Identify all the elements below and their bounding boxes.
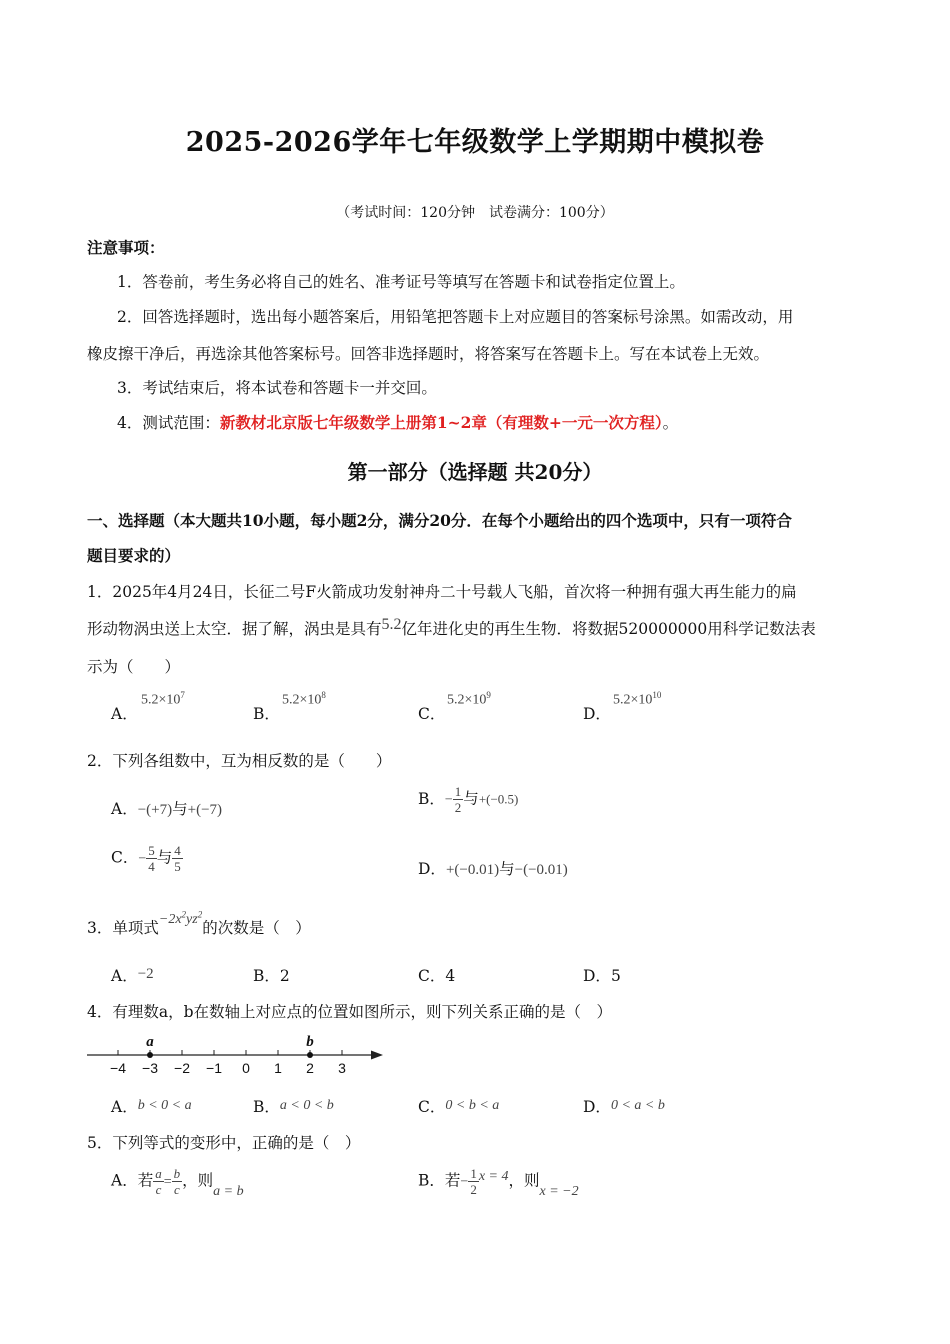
q1-stem-line1: 1．2025年4月24日，长征二号F火箭成功发射神舟二十号载人飞船，首次将一种拥有强大再生能力的扁 — [87, 583, 797, 601]
q1-option-b-label[interactable]: B． — [253, 705, 280, 723]
q2-stem: 2．下列各组数中，互为相反数的是（ ） — [87, 752, 392, 770]
q1-option-c-value[interactable]: $5.2\times 10^9$ — [447, 690, 491, 708]
q5-a-fraction-2: $\frac{b}{c}$ — [173, 1166, 181, 1197]
q1-stem-line3: 示为（ ） — [87, 658, 181, 676]
axis-tick-label: 3 — [338, 1060, 346, 1076]
q4-option-a[interactable]: A．b < 0 < a — [111, 1098, 192, 1116]
q1-option-a-value[interactable]: $5.2\times 10^7$ — [141, 690, 185, 708]
exam-info: （考试时间：120分钟 试卷满分：100分） — [336, 205, 614, 221]
q4-option-d[interactable]: D．0 < a < b — [583, 1098, 665, 1116]
q1-option-d-value[interactable]: $5.2\times 10^{10}$ — [613, 690, 662, 708]
q1-text-b: 亿年进化史的再生生物．将数据520000000用科学记数法表 — [401, 620, 816, 638]
q5-option-a[interactable]: A．若 $\frac{a}{c}$ = $\frac{b}{c}$ ，则a = b — [111, 1166, 244, 1199]
axis-tick-label: 0 — [242, 1060, 250, 1076]
scope-range: 新教材北京版七年级数学上册第1~2章（有理数+一元一次方程） — [219, 413, 663, 432]
part-title: 第一部分（选择题 共20分） — [347, 460, 603, 484]
page-title: 2025-2026学年七年级数学上学期期中模拟卷 — [185, 127, 765, 158]
axis-tick-label: −2 — [174, 1060, 190, 1076]
q5-option-b[interactable]: B．若− $\frac{1}{2}$ x = 4，则x = −2 — [418, 1166, 579, 1199]
axis-tick-label: 2 — [306, 1060, 314, 1076]
arrow-right-icon — [371, 1051, 383, 1060]
axis-tick-label: −3 — [142, 1060, 158, 1076]
q2-option-a[interactable]: A．−(+7)与+(−7) — [111, 800, 223, 818]
point-a-dot — [147, 1052, 153, 1058]
q1-option-d-label[interactable]: D． — [583, 705, 611, 723]
q5-a-fraction-1: $\frac{a}{c}$ — [155, 1166, 162, 1197]
point-b-dot — [307, 1052, 313, 1058]
q1-stem-line2 — [87, 617, 816, 639]
q5-stem: 5．下列等式的变形中，正确的是（ ） — [87, 1134, 361, 1152]
scope-suffix: 。 — [662, 414, 679, 432]
note-item-2: 2．回答选择题时，选出每小题答案后，用铅笔把答题卡上对应题目的答案标号涂黑。如需改动，用 — [117, 308, 794, 326]
note-item-1: 1．答卷前，考生务必将自己的姓名、准考证号等填写在答题卡和试卷指定位置上。 — [117, 273, 685, 291]
q4-stem: 4．有理数a，b在数轴上对应点的位置如图所示，则下列关系正确的是（ ） — [87, 1003, 613, 1021]
point-b-label: b — [306, 1034, 314, 1050]
q3-option-c[interactable]: C．4 — [418, 967, 456, 985]
q4-option-c[interactable]: C．0 < b < a — [418, 1098, 500, 1116]
notes-heading: 注意事项： — [87, 238, 165, 257]
q1-math-5-2: 5.2 — [381, 616, 402, 633]
q2-option-b[interactable]: B．− $\frac{1}{2}$ 与+(−0.5) — [418, 784, 519, 815]
q2-option-d[interactable]: D．+(−0.01)与−(−0.01) — [418, 860, 568, 878]
q3-monomial: $-2x^2yz^2$ — [158, 909, 203, 927]
q2-option-c[interactable]: C．− $\frac{5}{4}$ 与 $\frac{4}{5}$ — [111, 843, 181, 874]
q3-stem: 3．单项式$-2x^2yz^2$的次数是（ ） — [87, 909, 311, 937]
q3-option-a[interactable]: A．−2 — [111, 966, 154, 985]
q1-text-a: 形动物涡虫送上太空．据了解，涡虫是具有 — [87, 620, 382, 638]
axis-tick-label: −1 — [206, 1060, 222, 1076]
q4-option-b[interactable]: B．a < 0 < b — [253, 1098, 334, 1116]
q1-option-a-label[interactable]: A． — [111, 705, 138, 723]
q3-option-d[interactable]: D．5 — [583, 967, 621, 985]
section-heading: 一、选择题（本大题共10小题，每小题2分，满分20分．在每个小题给出的四个选项中，只有一项符合 — [87, 511, 792, 530]
scope-prefix: 4．测试范围： — [117, 414, 220, 432]
q2-c-fraction-2: $\frac{4}{5}$ — [174, 843, 181, 874]
q5-b-fraction: $\frac{1}{2}$ — [470, 1166, 477, 1197]
point-a-label: a — [146, 1034, 154, 1050]
q1-option-c-label[interactable]: C． — [418, 705, 446, 723]
number-line-figure — [85, 1028, 390, 1080]
note-item-4 — [117, 411, 678, 433]
note-item-2-cont: 橡皮擦干净后，再选涂其他答案标号。回答非选择题时，将答案写在答题卡上。写在本试卷上无效。 — [87, 345, 770, 363]
q2-b-fraction: $\frac{1}{2}$ — [454, 784, 462, 815]
axis-tick-label: −4 — [110, 1060, 126, 1076]
q2-c-fraction-1: $\frac{5}{4}$ — [148, 843, 155, 874]
note-item-3: 3．考试结束后，将本试卷和答题卡一并交回。 — [117, 379, 437, 397]
q3-option-b[interactable]: B．2 — [253, 967, 290, 985]
axis-tick-label: 1 — [274, 1060, 282, 1076]
section-heading-cont: 题目要求的） — [87, 546, 181, 565]
q1-option-b-value[interactable]: $5.2\times 10^8$ — [282, 690, 326, 708]
